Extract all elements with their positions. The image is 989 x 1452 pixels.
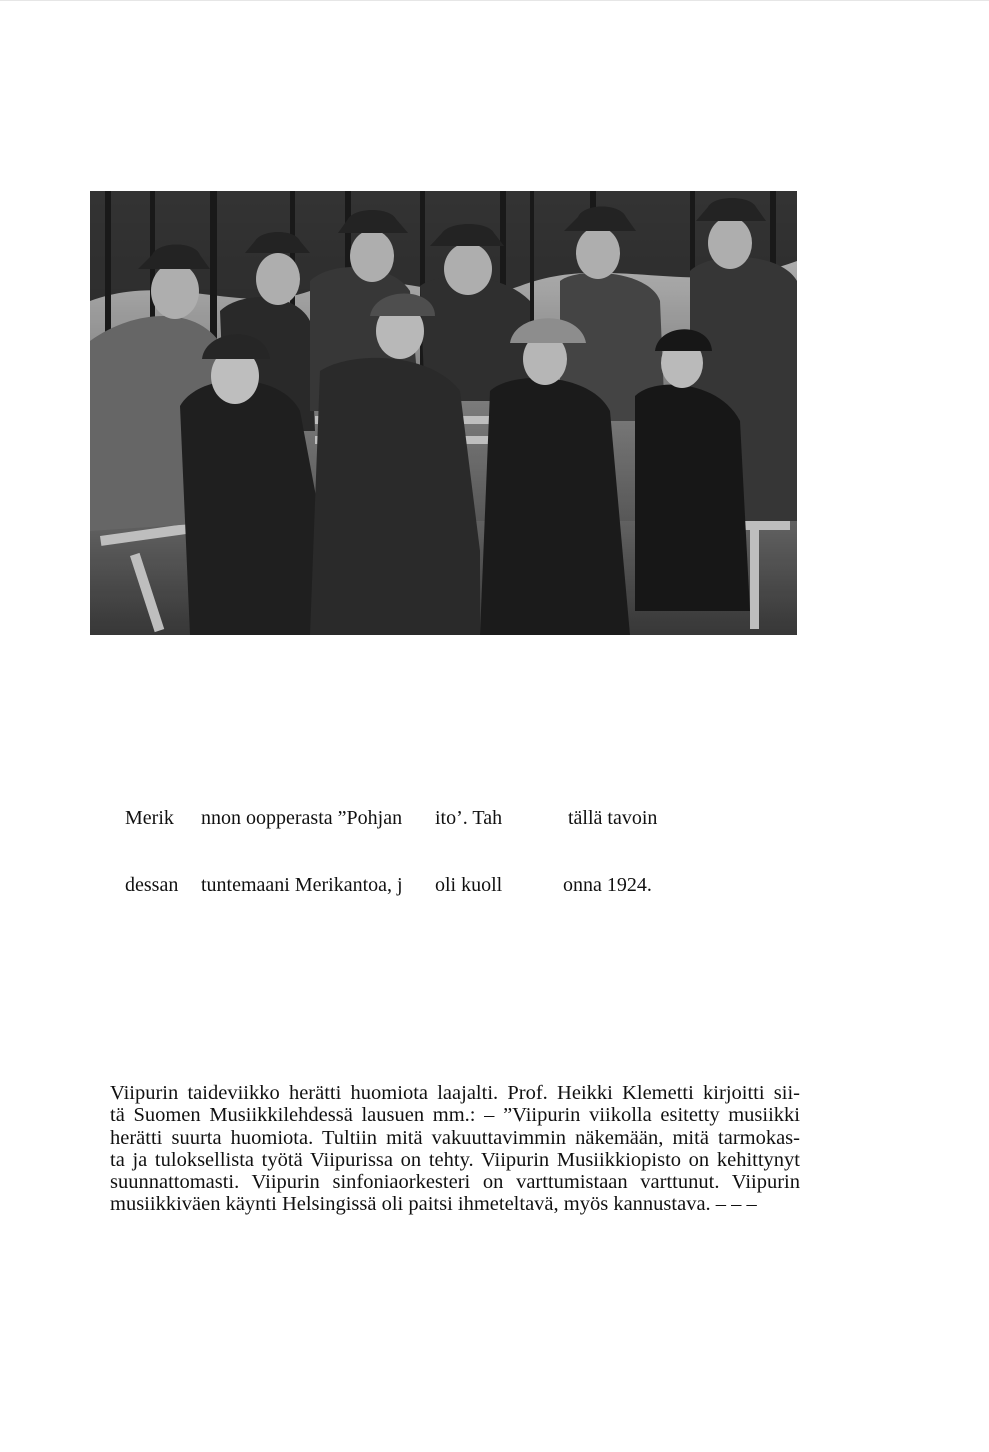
paragraph-line: ta ja tuloksellista työtä Viipurissa on tehty. Viipurin Musiikkiopisto on kehittynyt (110, 1148, 800, 1171)
caption-fragment: dessan (125, 874, 179, 896)
photo-caption (125, 763, 725, 919)
caption-fragment: oli kuoll (435, 874, 503, 896)
paragraph-line: musiikkiväen käynti Helsingissä oli paitsi ihmeteltavä, myös kannustava. – – – (110, 1193, 757, 1216)
caption-fragment: tuntemaani Merikantoa, j (201, 874, 403, 896)
paragraph-line: tä Suomen Musiikkilehdessä lausuen mm.: – ”Viipurin viikolla esitetty musiikki (110, 1104, 800, 1127)
paragraph-line: suunnattomasti. Viipurin sinfoniaorkesteri on varttumistaan varttunut. Viipurin (110, 1171, 800, 1194)
caption-fragment: ito’. Tah (435, 807, 503, 829)
caption-fragment: tällä tavoin (568, 807, 658, 829)
caption-fragment: onna 1924. (563, 874, 652, 896)
caption-fragment: nnon oopperasta ”Pohjan (201, 807, 403, 829)
group-photo-icon (90, 191, 797, 635)
paragraph-line: herätti suurta huomiota. Tultiin mitä vakuuttavimmin näkemään, mitä tarmokas- (110, 1126, 800, 1149)
group-photo (90, 191, 797, 635)
caption-line-2 (125, 874, 725, 897)
caption-fragment: Merik (125, 807, 174, 829)
caption-line-1 (125, 807, 725, 830)
page-edge (0, 0, 989, 1)
paragraph-line: Viipurin taideviikko herätti huomiota laajalti. Prof. Heikki Klemetti kirjoitti sii- (110, 1082, 800, 1104)
body-paragraph (110, 1082, 800, 1216)
